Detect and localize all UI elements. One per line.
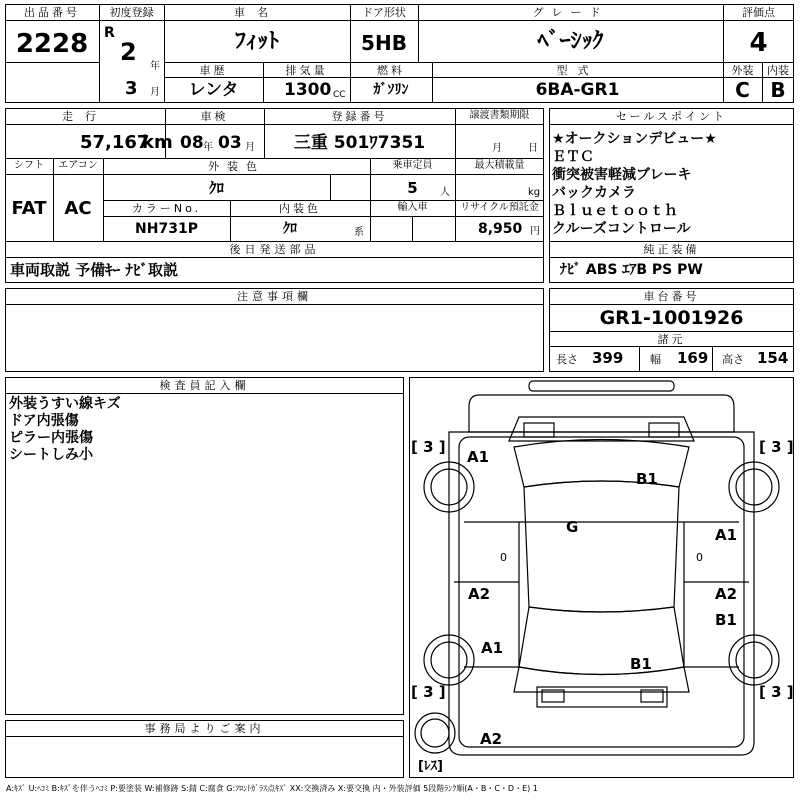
- displacement-value: 1300: [284, 80, 332, 100]
- notes-label: 注意事項欄: [237, 290, 312, 303]
- sales-point-item: クルーズコントロール: [552, 221, 691, 237]
- ext-color-value: ｸﾛ: [208, 179, 224, 197]
- km-unit: km: [142, 132, 173, 153]
- legend: A:ｷｽﾞ U:ﾍｺﾐ B:ｷｽﾞを伴うﾍｺﾐ P:要塗装 W:補修跡 S:錆 C:腐食 G:ﾌﾛﾝﾄｶﾞﾗｽ点ｷｽﾞ XX:交換済み X:要交換 内・外装評価 5段階ﾗﾝｸ順(A・B・C・D・E) 1: [6, 784, 538, 793]
- history-label: 車歴: [199, 64, 228, 77]
- genuine-label: 純正装備: [643, 243, 700, 256]
- capacity-value: 5: [407, 179, 418, 197]
- import-label: 輸入車: [397, 202, 428, 213]
- insp-year-unit: 年: [203, 142, 213, 153]
- recycle-label: リサイクル預託金: [460, 202, 539, 213]
- sales-point-label: セールスポイント: [615, 110, 727, 123]
- width-value: 169: [677, 349, 709, 367]
- width-label: 幅: [650, 353, 661, 366]
- color-no-label: カラーNo.: [131, 202, 202, 215]
- model-label: 型式: [556, 64, 599, 77]
- sales-point-item: ＥＴＣ: [552, 149, 594, 165]
- insp-month-value: 03: [218, 133, 242, 153]
- year-value: 2: [120, 38, 137, 66]
- exterior-label: 外装: [731, 64, 754, 77]
- car-name-value: ﾌｨｯﾄ: [234, 29, 279, 54]
- reg-no-value: 三重 501ﾜ7351: [293, 133, 426, 153]
- damage-mark: A1: [481, 639, 504, 657]
- sales-point-item: ★オークションデビュー★: [552, 131, 717, 147]
- history-value: レンタ: [188, 80, 239, 100]
- score-label: 評価点: [742, 6, 775, 19]
- recycle-value: 8,950: [478, 221, 523, 237]
- lot-no-label: 出品番号: [24, 6, 80, 19]
- spare-tire-label: [ﾚｽ]: [418, 759, 443, 774]
- tire-fl-score: [ 3 ]: [411, 438, 446, 456]
- int-color-label: 内装色: [279, 202, 321, 215]
- yen-unit: 円: [530, 226, 540, 237]
- insp-month-unit: 月: [245, 142, 255, 153]
- damage-mark: B1: [636, 470, 658, 488]
- handle-mark: 0: [500, 551, 507, 564]
- damage-mark: A1: [715, 526, 738, 544]
- mileage-label: 走行: [62, 110, 108, 123]
- door-label: ドア形状: [362, 6, 406, 19]
- sales-point-item: Ｂｌｕｅｔｏｏｔｈ: [552, 203, 678, 219]
- fuel-value: ｶﾞｿﾘﾝ: [373, 82, 409, 98]
- chassis-value: GR1-1001926: [599, 307, 744, 329]
- damage-mark: B1: [630, 655, 652, 673]
- series-unit: 系: [354, 227, 364, 238]
- displacement-label: 排気量: [285, 64, 328, 77]
- damage-mark: A2: [468, 585, 491, 603]
- later-parts-label: 後日発送部品: [229, 243, 320, 256]
- sales-point-item: バックカメラ: [552, 185, 636, 201]
- grade-value: ﾍﾞｰｼｯｸ: [537, 29, 604, 54]
- aircon-label: エアコン: [58, 160, 98, 171]
- damage-mark: A2: [480, 730, 503, 748]
- fuel-label: 燃料: [377, 64, 405, 77]
- length-value: 399: [592, 349, 624, 367]
- transfer-day: 日: [528, 143, 538, 154]
- sales-point-item: 衝突被害軽減ブレーキ: [552, 167, 692, 183]
- exterior-value: C: [735, 78, 750, 102]
- month-value: 3: [125, 78, 138, 99]
- ext-color-label: 外装色: [208, 160, 265, 173]
- inspector-label: 検査員記入欄: [159, 379, 250, 392]
- inspector-note: ピラー内張傷: [9, 430, 93, 446]
- office-label: 事務局よりご案内: [144, 722, 265, 735]
- mileage-value: 57,167: [80, 132, 150, 153]
- inspection-label: 車検: [200, 110, 229, 123]
- handle-mark: 0: [696, 551, 703, 564]
- inspector-note: シートしみ小: [9, 447, 93, 463]
- score-value: 4: [749, 28, 768, 58]
- damage-mark: A2: [715, 585, 738, 603]
- tire-rr-score: [ 3 ]: [759, 683, 794, 701]
- height-label: 高さ: [722, 353, 744, 366]
- shift-label: シフト: [14, 160, 44, 171]
- transfer-label: 譲渡書類期限: [469, 110, 530, 121]
- transfer-month: 月: [492, 143, 502, 154]
- year-unit: 年: [150, 61, 160, 72]
- kg-unit: kg: [528, 187, 541, 198]
- damage-mark: A1: [467, 448, 490, 466]
- capacity-label: 乗車定員: [392, 160, 433, 171]
- genuine-value: ﾅﾋﾞ ABS ｴｱB PS PW: [560, 262, 703, 278]
- damage-mark: B1: [715, 611, 737, 629]
- aircon-value: AC: [64, 198, 92, 219]
- int-color-value: ｸﾛ: [283, 221, 297, 237]
- lot-no-value: 2228: [15, 29, 89, 59]
- length-label: 長さ: [556, 353, 578, 366]
- interior-value: B: [770, 78, 786, 102]
- interior-label: 内装: [767, 64, 789, 77]
- first-reg-label: 初度登録: [109, 6, 154, 19]
- later-parts-value: 車両取説 予備ｷｰ ﾅﾋﾞ取説: [10, 261, 178, 279]
- tire-rl-score: [ 3 ]: [411, 683, 446, 701]
- inspector-note: 外装うすい線キズ: [9, 396, 121, 412]
- shift-value: FAT: [11, 198, 47, 219]
- car-name-label: 車名: [234, 6, 280, 19]
- door-value: 5HB: [361, 31, 407, 55]
- grade-label: グレード: [532, 6, 609, 19]
- era-value: R: [104, 25, 115, 41]
- damage-mark: G: [566, 518, 579, 536]
- insp-year-value: 08: [180, 133, 204, 153]
- color-no-value: NH731P: [135, 221, 198, 237]
- reg-no-label: 登録番号: [331, 110, 388, 123]
- cc-unit: CC: [333, 90, 346, 100]
- height-value: 154: [757, 349, 789, 367]
- car-outline: [409, 377, 794, 778]
- inspector-note: ドア内張傷: [9, 413, 79, 429]
- chassis-label: 車台番号: [643, 290, 700, 303]
- model-value: 6BA-GR1: [535, 80, 620, 100]
- person-unit: 人: [440, 187, 450, 198]
- tire-fr-score: [ 3 ]: [759, 438, 794, 456]
- max-load-label: 最大積載量: [474, 160, 525, 171]
- specs-label: 諸元: [657, 333, 686, 346]
- month-unit: 月: [150, 87, 160, 98]
